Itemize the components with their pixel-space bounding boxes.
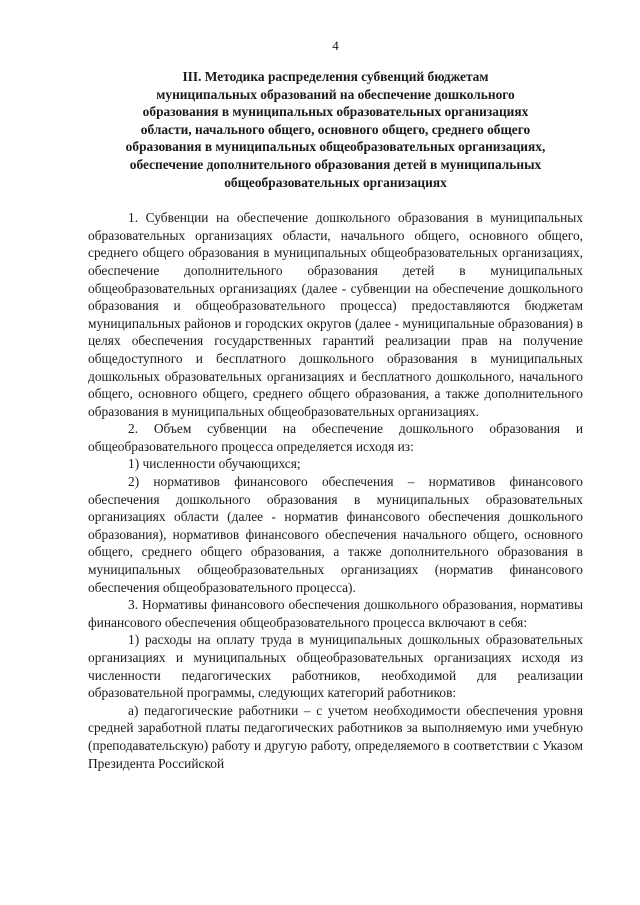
paragraph-norms-include: 3. Нормативы финансового обеспечения дошкольного образования, нормативы финансового обеспечения общеобразовательного процесса включают в себя: bbox=[88, 597, 583, 630]
section-title-line: образования в муниципальных образовательных организациях bbox=[142, 104, 529, 120]
section-title bbox=[88, 68, 583, 191]
list-item-salary-expenses: 1) расходы на оплату труда в муниципальных дошкольных образовательных организациях и муниципальных общеобразовательных организациях исходя из численности педагогических работников, необходимой для реализации образовательной программы, следующих категорий работников: bbox=[88, 632, 583, 701]
list-item-norms: 2) нормативов финансового обеспечения – нормативов финансового обеспечения дошкольного образования в муниципальных образовательных организациях области (далее - норматив финансового обеспечения дошкольного образования), нормативов финансового обеспечения начального общего, основного общего, среднего общего образования, а также дополнительного образования в муниципальных общеобразовательных организациях (норматив финансового обеспечения общеобразовательного процесса). bbox=[88, 474, 583, 595]
document-body bbox=[88, 209, 583, 772]
section-title-line: муниципальных образований на обеспечение дошкольного bbox=[156, 86, 515, 102]
section-title-line: общеобразовательных организациях bbox=[224, 174, 447, 190]
section-title-line: области, начального общего, основного общего, среднего общего bbox=[140, 121, 531, 137]
paragraph-volume: 2. Объем субвенции на обеспечение дошкольного образования и общеобразовательного процесса определяется исходя из: bbox=[88, 421, 583, 454]
list-item-students: 1) численности обучающихся; bbox=[128, 456, 301, 472]
paragraph-subventions: 1. Субвенции на обеспечение дошкольного образования в муниципальных образовательных организациях области, начального общего, основного общего, среднего общего образования в муниципальных общеобразовательных организациях, обеспечение дополнительного образования детей в муниципальных общеобразовательных организациях (далее - субвенции на обеспечение дошкольного образования и общеобразовательного процесса) предоставляются бюджетам муниципальных районов и городских округов (далее - муниципальные образования) в целях обеспечения государственных гарантий реализации прав на получение общедоступного и бесплатного дошкольного образования в муниципальных дошкольных образовательных организациях и бесплатного дошкольного, начального общего, основного общего, среднего общего образования, а также дополнительного образования в муниципальных общеобразовательных организациях. bbox=[88, 210, 583, 419]
list-item-pedagogical-workers: а) педагогические работники – с учетом необходимости обеспечения уровня средней заработной платы педагогических работников за выполняемую ими учебную (преподавательскую) работу и другую работу, определяемого в соответствии с Указом Президента Российской bbox=[88, 702, 583, 771]
document-page bbox=[88, 38, 583, 772]
section-title-line: образования в муниципальных общеобразовательных организациях, bbox=[125, 139, 546, 155]
page-number: 4 bbox=[332, 38, 339, 53]
section-title-line: обеспечение дополнительного образования детей в муниципальных bbox=[129, 156, 542, 172]
section-title-line: III. Методика распределения субвенций бюджетам bbox=[182, 69, 489, 84]
